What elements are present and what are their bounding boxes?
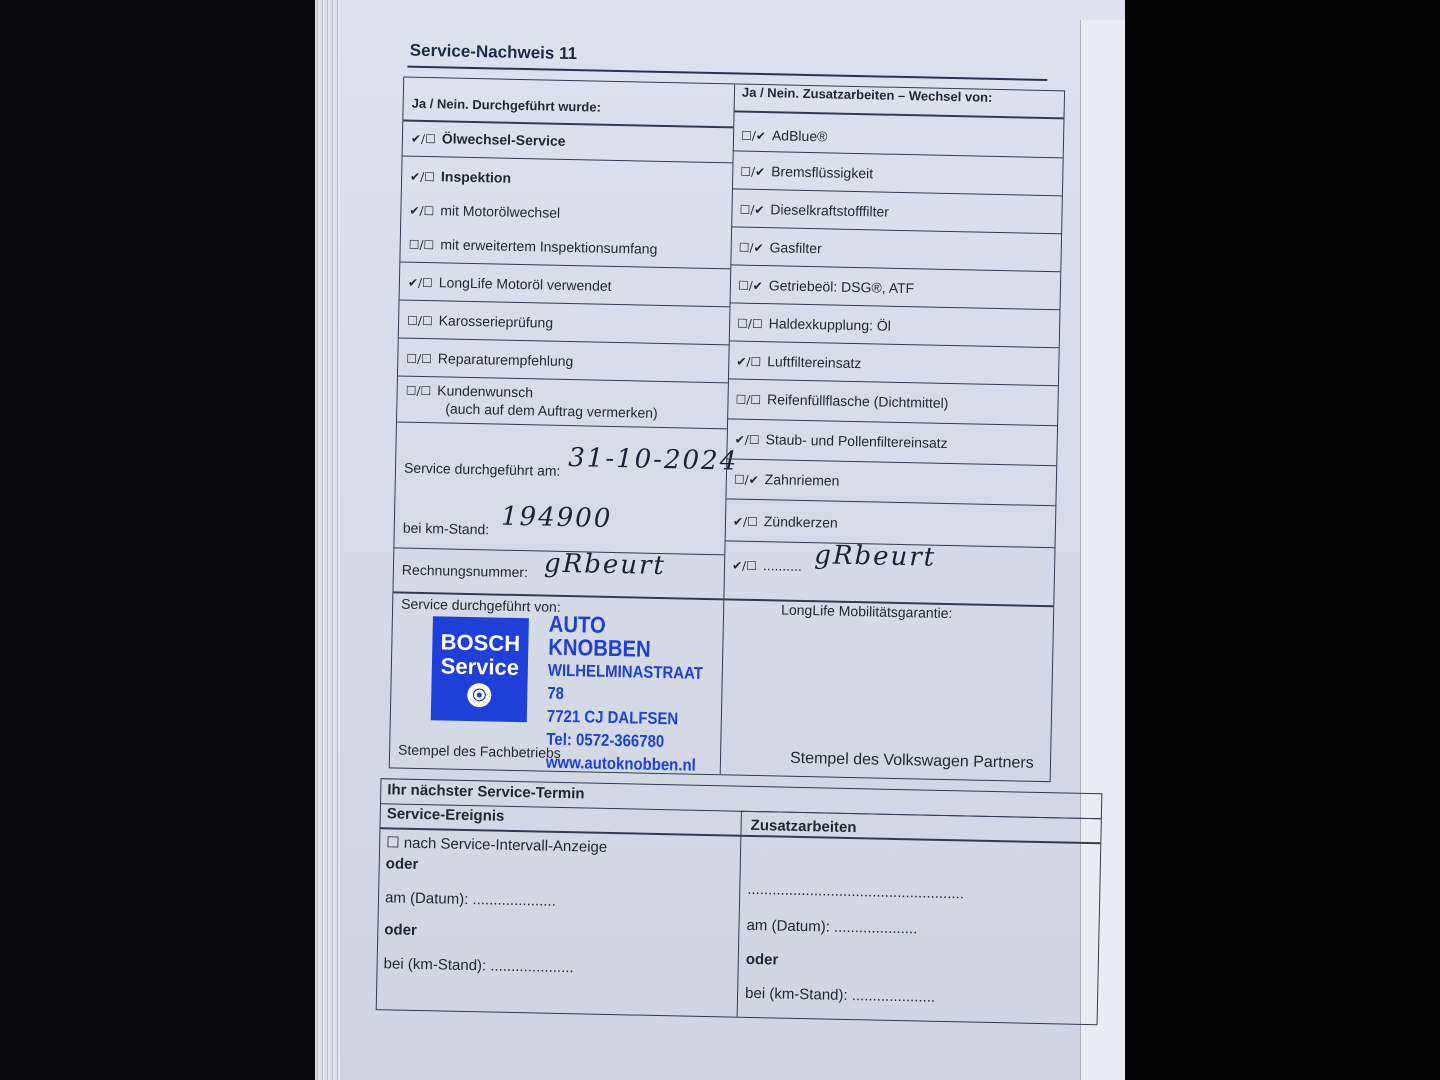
item-tire-sealant: ☐/☐ Reifenfüllflasche (Dichtmittel) [735,391,949,411]
or-label: oder [745,950,779,969]
customer-request-note: (auch auf dem Auftrag vermerken) [445,400,658,421]
extra-work-header: Zusatzarbeiten [750,816,857,837]
checkbox-icon: ☐/☐ [405,383,432,399]
checkbox-icon: ✔/☐ [731,558,758,574]
dealer-address: AUTO KNOBBEN WILHELMINASTRAAT 78 7721 CJ DALFSEN Tel: 0572-366780 www.autoknobben.nl [545,610,704,775]
row-divider [403,155,733,163]
item-extended-inspection: ☐/☐ mit erweitertem Inspektionsumfang [408,236,658,257]
row-divider [399,337,729,345]
invoice-label: Rechnungsnummer: [401,561,529,581]
next-service-box [376,778,1103,1025]
item-adblue: ☐/✔ AdBlue® [740,127,828,145]
or-label: oder [384,921,418,939]
item-repair-recommendation: ☐/☐ Reparaturempfehlung [406,350,574,370]
item-inspection: ✔/☐ Inspektion [409,168,512,186]
bosch-emblem-icon: ⦿ [467,683,491,707]
checkbox-icon: ☐/✔ [737,278,763,294]
service-event-header: Service-Ereignis [386,805,505,825]
row-divider [727,418,1057,426]
performed-by-label: Service durchgeführt von: [401,595,561,615]
row-divider [725,498,1055,506]
checkbox-icon: ✔/☐ [734,432,760,448]
item-air-filter: ✔/☐ Luftfiltereinsatz [736,353,862,372]
row-divider [728,378,1058,386]
checkbox-icon: ☐/✔ [733,472,759,488]
item-motor-oil: ✔/☐ mit Motorölwechsel [409,202,561,221]
row-divider [729,340,1059,348]
left-column-header: Ja / Nein. Durchgeführt wurde: [411,95,602,115]
next-service-title: Ihr nächster Service-Termin [387,781,585,803]
service-record-sheet [359,40,1110,1055]
item-body-check: ☐/☐ Karosserieprüfung [406,312,554,331]
checkbox-icon: ☐/☐ [406,313,433,329]
left-header-line [403,120,733,129]
row-divider [400,261,730,269]
row-divider [732,188,1062,196]
checkbox-icon: ☐/☐ [735,392,762,408]
bosch-service-logo: BOSCH Service ⦿ [431,616,529,722]
checkbox-icon: ✔/☐ [410,131,436,147]
row-divider [730,264,1060,272]
item-brake-fluid: ☐/✔ Bremsflüssigkeit [740,163,874,182]
checkbox-icon: ✔/☐ [409,169,436,185]
checkbox-icon: ☐/✔ [740,164,766,180]
or-label: oder [385,855,419,873]
extra-km-field: bei (km-Stand): .................... [744,984,936,1006]
extra-work-dots: .................................................... [747,880,965,903]
service-date-value: 31-10-2024 [567,443,739,477]
interval-option: ☐ nach Service-Intervall-Anzeige [386,834,608,856]
item-gear-oil: ☐/✔ Getriebeöl: DSG®, ATF [737,277,915,297]
row-divider [397,421,727,429]
km-value: 194900 [500,501,613,534]
dealer-stamp-label: Stempel des Fachbetriebs [397,741,561,761]
row-divider [400,299,730,307]
service-date-label: Service durchgeführt am: [403,459,561,479]
item-diesel-filter: ☐/✔ Dieselkraftstofffilter [739,201,890,220]
vw-stamp-label: Stempel des Volkswagen Partners [789,749,1034,772]
item-customer-request: ☐/☐ Kundenwunsch [405,382,534,401]
checkbox-icon: ☐/☐ [408,237,435,253]
item-timing-belt: ☐/✔ Zahnriemen [733,471,840,489]
checkbox-icon: ☐/✔ [739,202,765,218]
item-gas-filter: ☐/✔ Gasfilter [738,239,822,257]
next-date-field: am (Datum): .................... [384,889,557,910]
dark-background [1125,0,1440,1080]
row-divider [730,302,1060,310]
km-label: bei km-Stand: [402,519,490,538]
checkbox-icon: ☐/✔ [740,128,767,144]
item-spark-plugs: ✔/☐ Zündkerzen [732,513,838,531]
checkbox-icon: ☐/☐ [736,316,763,332]
item-oilchange: ✔/☐ Ölwechsel-Service [410,130,566,149]
checkbox-icon: ✔/☐ [736,354,762,370]
checkbox-icon: ✔/☐ [407,275,433,291]
right-column-header: Ja / Nein. Zusatzarbeiten – Wechsel von: [741,84,993,105]
mobility-guarantee-label: LongLife Mobilitätsgarantie: [780,601,953,622]
row-divider [733,150,1063,158]
service-grid [389,76,1065,782]
invoice-value: gRbeurt [543,548,667,582]
extra-value: gRbeurt [813,540,937,573]
box-column-divider [737,811,742,1017]
extra-date-field: am (Datum): .................... [746,916,918,938]
item-haldex: ☐/☐ Haldexkupplung: Öl [736,315,892,334]
row-divider [726,458,1056,466]
next-km-field: bei (km-Stand): .................... [383,955,574,977]
checkbox-icon: ✔/☐ [732,514,758,530]
page-title: Service-Nachweis 11 [409,40,578,64]
row-divider [731,226,1061,234]
item-pollen-filter: ✔/☐ Staub- und Pollenfiltereinsatz [734,431,948,451]
checkbox-icon: ✔/☐ [409,203,435,219]
checkbox-icon: ☐/☐ [406,351,433,367]
item-longlife-oil: ✔/☐ LongLife Motoröl verwendet [407,274,612,294]
item-extra: ✔/☐ .......... [731,557,803,574]
checkbox-icon: ☐/✔ [738,240,764,256]
right-header-line [734,110,1064,119]
